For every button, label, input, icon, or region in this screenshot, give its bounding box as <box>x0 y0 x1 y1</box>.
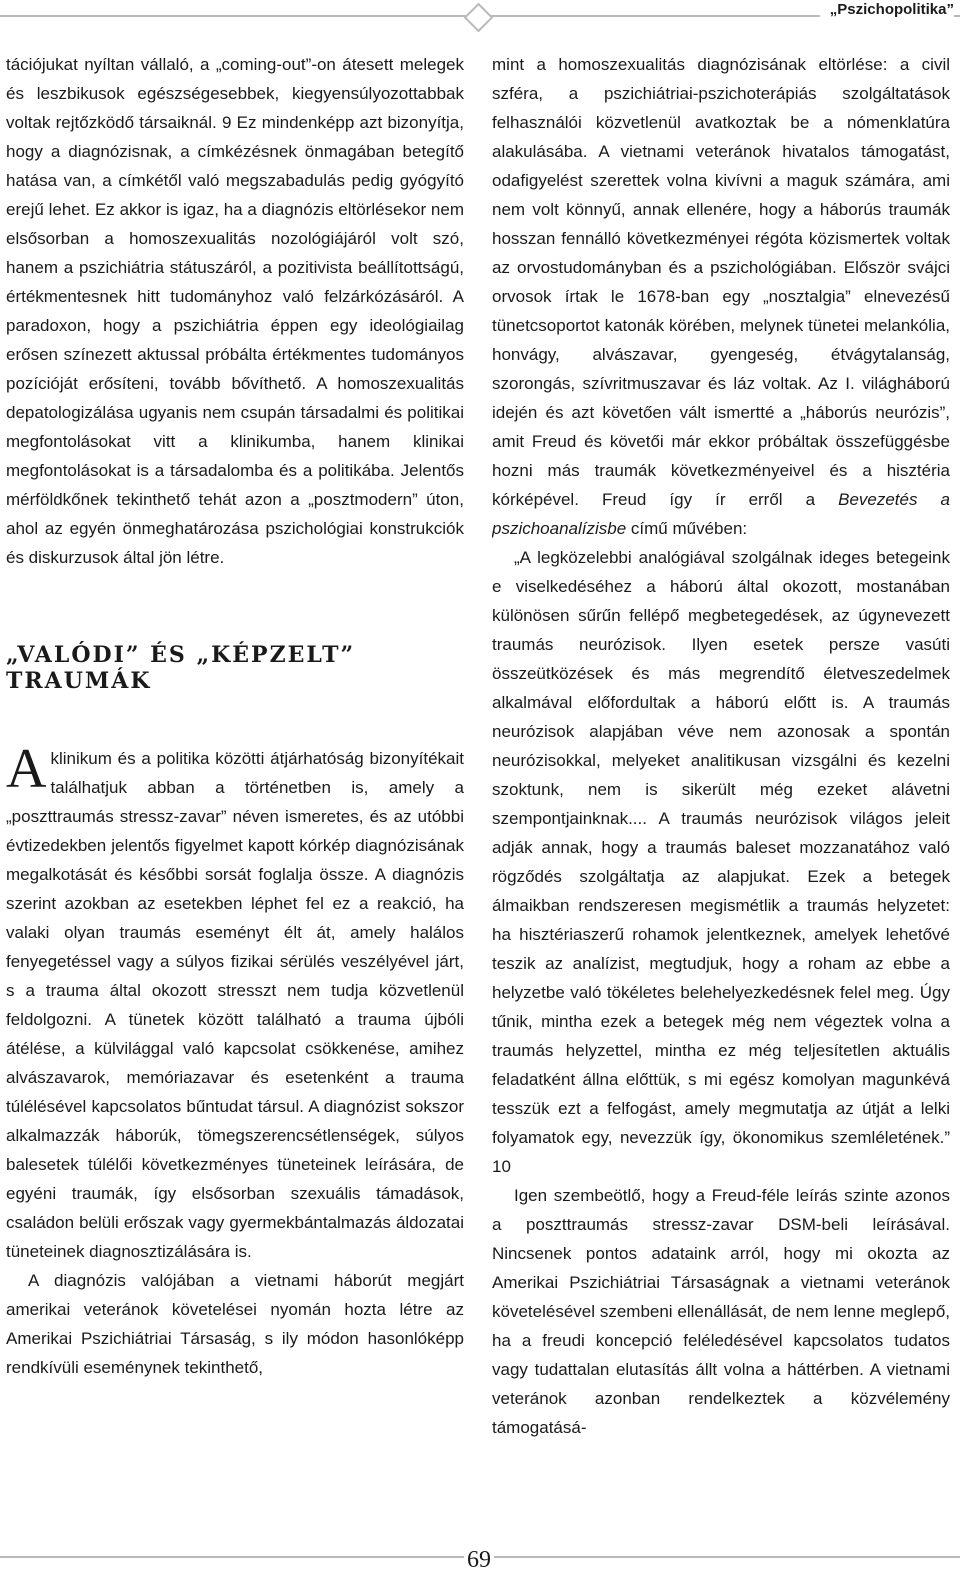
diamond-ornament-icon <box>464 3 494 33</box>
block-quote: „A legközelebbi analógiával szolgálnak ideges betegeink e viselkedéséhez a háború által okozott, mostanában különösen sűrűn fellépő megbetegedések, az úgynevezett traumás neurózisok. Ilyen esetek persze vasúti összeütközések és más megrendítő életveszedelmek alkalmával előfordultak a háború előtt is. A traumás neurózisok alapjában véve nem azonosak a spontán neurózisokkal, melyeket analitikusan vizsgálni és kezelni szoktunk, nem is sikerült még ezeket alávetni szempontjainknak.... A traumás neurózisok világos jeleit adják annak, hogy a traumás baleset mozzanatához való rögződés szolgáltatja az alapjukat. Ezek a betegek álmaikban rendszeresen megismétlik a traumás helyzetet: ha hisztériaszerű rohamok jelentkeznek, amelyek lehetővé teszik az analízist, megtudjuk, hogy a roham az ebbe a helyzetbe való tökéletes belehelyezkedésnek felel meg. Úgy tűnik, mintha ezek a betegek még nem végeztek volna a traumás helyzettel, mintha ez még teljesítetlen aktuális feladatként állna előttük, s mi egész komolyan magunkévá tesszük ezt a felfogást, amely megmutatja az útját a lelki folyamatok egy, nevezzük így, ökonomikus szemléletének.” 10 <box>492 548 950 1176</box>
paragraph <box>492 50 950 543</box>
running-header: „Pszichopolitika” <box>820 0 954 20</box>
drop-cap: A <box>6 738 47 800</box>
left-column <box>6 50 464 1480</box>
paragraph-text: mint a homoszexualitás diagnózisának eltörlése: a civil szféra, a pszichiátriai-pszichoterápiás szolgáltatások felhasználói közvetlenül avatkoztak be a nómenklatúra alakulásába. A vietnami veteránok hivatalos támogatást, odafigyelést szerettek volna kivívni a maguk számára, ami nem volt könnyű, annak ellenére, hogy a háborús traumák hosszan fennálló következményei régóta közismertek voltak az orvostudományban és a pszichológiában. Először svájci orvosok írtak le 1678-ban egy „nosztalgia” elnevezésű tünetcsoportot katonák körében, melynek tünetei melankólia, honvágy, alvászavar, gyengeség, étvágytalanság, szorongás, szívritmuszavar és láz voltak. Az I. világháború idején és azt követően vált ismertté a „háborús neurózis”, amit Freud és követői már ekkor próbáltak összefüggésbe hozni más traumák következményeivel és a hisztéria kórképével. Freud így ír erről a <box>492 55 950 509</box>
paragraph <box>6 738 464 1266</box>
paragraph: tációjukat nyíltan vállaló, a „coming-out”-on átesett melegek és leszbikusok egészségesebbek, kiegyensúlyozottabbak voltak rejtőzködő társaiknál. 9 Ez mindenképp azt bizonyítja, hogy a diagnózisnak, a címkézésnek önmagában betegítő hatása van, a címkétől való megszabadulás pedig gyógyító erejű lehet. Ez akkor is igaz, ha a diagnózis eltörlésekor nem elsősorban a homoszexualitás nozológiájáról volt szó, hanem a pszichiátria státuszáról, a pozitivista beállítottságú, értékmentesnek hitt tudományhoz való felzárkózásáról. A paradoxon, hogy a pszichiátria éppen egy ideológiailag erősen színezett aktussal próbálta értékmentes tudományos pozícióját erősíteni, tovább bővíthető. A homoszexualitás depatologizálása ugyanis nem csupán társadalmi és politikai megfontolásokat vitt a klinikumba, hanem klinikai megfontolásokat is a társadalomba és a politikába. Jelentős mérföldkőnek tekinthető tehát azon a „posztmodern” úton, ahol az egyén önmeghatározása pszichológiai konstrukciók és diskurzusok által jön létre. <box>6 55 464 567</box>
right-column <box>492 50 950 1480</box>
page-number: 69 <box>464 1538 494 1582</box>
paragraph: A diagnózis valójában a vietnami háborút megjárt amerikai veteránok követelései nyomán hozta létre az Amerikai Pszichiátriai Társaság, s ily módon hasonlóképp rendkívüli eseménynek tekinthető, <box>6 1271 464 1377</box>
book-title: Bevezetés a pszichoanalízisbe <box>492 490 950 538</box>
paragraph-text: klinikum és a politika közötti átjárhatóság bizonyítékait találhatjuk abban a történetben is, amely a „poszttraumás stressz-zavar” néven ismeretes, és az utóbbi évtizedekben jelentős figyelmet kapott kórkép diagnózisának megalkotását és későbbi sorsát foglalja össze. A diagnózis szerint azokban az esetekben léphet fel ez a reakció, ha valaki olyan traumás eseményt élt át, amely halálos fenyegetéssel vagy a súlyos fizikai sérülés veszélyével járt, s a trauma által okozott stresszt nem tudja közvetlenül feldolgozni. A tünetek között található a trauma újbóli átélése, a külvilággal való kapcsolat csökkenése, amihez alvászavarok, memóriazavar és esetenként a trauma túlélésével kapcsolatos bűntudat társul. A diagnózist sokszor alkalmazzák háborúk, tömegszerencsétlenségek, súlyos balesetek túlélői következményes tüneteinek leírására, de egyéni traumák, így elsősorban szexuális támadások, családon belüli erőszak vagy gyermekbántalmazás áldozatai tüneteinek diagnosztizálására is. <box>6 749 464 1261</box>
paragraph-text: című művében: <box>626 519 748 538</box>
section-title: „VALÓDI” ÉS „KÉPZELT” TRAUMÁK <box>6 642 356 694</box>
paragraph: Igen szembeötlő, hogy a Freud-féle leírás szinte azonos a poszttraumás stressz-zavar DSM-beli leírásával. Nincsenek pontos adataink arról, hogy mi okozta az Amerikai Pszichiátriai Társaságnak a vietnami veteránok követelésével szembeni ellenállását, de nem lenne meglepő, ha a freudi koncepció feléledésével kapcsolatos tudatos vagy tudattalan elutasítás állt volna a háttérben. A vietnami veteránok azonban rendelkeztek a közvélemény támogatásá- <box>492 1186 950 1437</box>
